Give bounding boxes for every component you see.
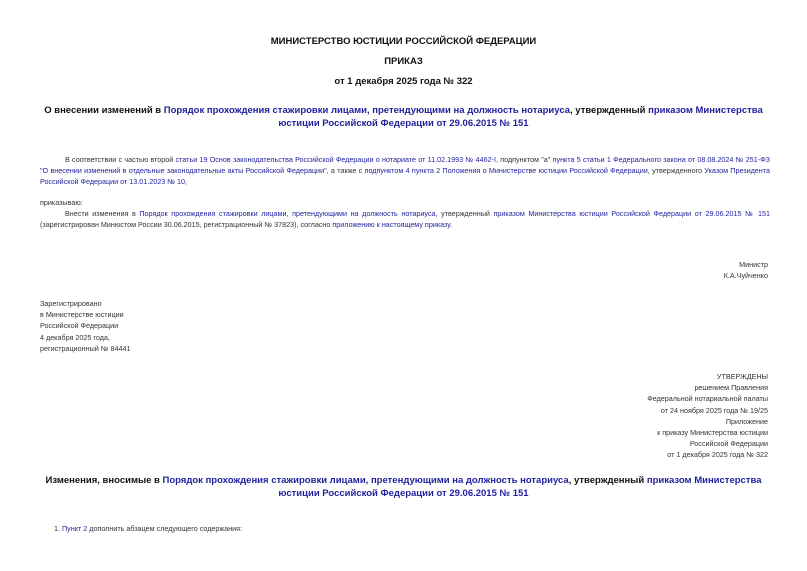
approval-line: Федеральной нотариальной палаты <box>647 394 768 404</box>
approval-line: от 1 декабря 2025 года № 322 <box>667 450 768 460</box>
item-text: дополнить абзацем следующего содержания: <box>87 524 243 533</box>
order-text: , утвержденный <box>435 209 494 218</box>
signature-block <box>500 259 768 281</box>
changes-title-link-order[interactable]: приказом Министерства юстиции Российской Федерации от 29.06.2015 № 151 <box>278 475 762 499</box>
preamble-text: , <box>184 177 187 187</box>
link-ministry-regulation[interactable]: подпунктом 4 пункта 2 Положения о Министерстве юстиции Российской Федерации <box>364 166 648 176</box>
registration-line: Российской Федерации <box>40 321 119 331</box>
title-middle: , утвержденный <box>570 105 649 116</box>
approval-line: к приказу Министерства юстиции <box>657 428 768 438</box>
title-prefix: О внесении изменений в <box>44 105 164 116</box>
approval-line: Российской Федерации <box>689 439 768 449</box>
link-federal-law[interactable]: пункта 5 статьи 1 Федерального закона от 08.08.2024 № 251-ФЗ "О внесении изменений в отдельные законодательные акты Российской Федерации" <box>40 155 770 176</box>
preamble-text: , а также с <box>326 166 365 176</box>
link-presidential-decree[interactable]: Указом Президента Российской Федерации от 13.01.2023 № 10 <box>40 166 770 187</box>
order-text: Внести изменения в <box>65 209 140 218</box>
doc-date-number: от 1 декабря 2025 года № 322 <box>334 76 473 87</box>
approval-line: от 24 ноября 2025 года № 19/25 <box>660 405 768 415</box>
order-text: (зарегистрирован Минюстом России 30.06.2015, регистрационный № 37823), согласно <box>40 220 333 230</box>
document-title <box>40 104 767 130</box>
approval-line: Приложение <box>725 416 768 426</box>
preamble-text: В соответствии с частью второй <box>65 155 176 164</box>
registration-block <box>40 298 240 354</box>
link-appendix[interactable]: приложению к настоящему приказу <box>332 220 451 230</box>
link-point-2[interactable]: Пункт 2 <box>62 524 88 533</box>
preamble-text: , подпунктом "а" <box>495 155 553 164</box>
order-paragraph <box>40 208 770 230</box>
link-procedure[interactable]: Порядок прохождения стажировки лицами, претендующими на должность нотариуса <box>139 209 436 218</box>
link-order-151[interactable]: приказом Министерства юстиции Российской Федерации от 29.06.2015 № 151 <box>493 209 771 218</box>
approval-line: УТВЕРЖДЕНЫ <box>716 372 768 381</box>
ministry-heading: МИНИСТЕРСТВО ЮСТИЦИИ РОССИЙСКОЙ ФЕДЕРАЦИИ <box>270 36 537 47</box>
title-link-order[interactable]: приказом Министерства юстиции Российской Федерации от 29.06.2015 № 151 <box>278 105 763 129</box>
preamble-paragraph <box>40 154 770 188</box>
signature-position: Министр <box>739 260 768 269</box>
order-text: . <box>450 220 453 230</box>
preamble-text: , утвержденного <box>647 166 705 176</box>
changes-title <box>40 474 767 500</box>
approval-block <box>500 371 768 461</box>
title-link-procedure[interactable]: Порядок прохождения стажировки лицами, претендующими на должность нотариуса <box>163 105 571 116</box>
item-number: 1. <box>54 524 62 533</box>
registration-line: регистрационный № 84441 <box>40 343 131 353</box>
approval-line: решением Правления <box>694 383 768 393</box>
order-word: приказываю: <box>40 198 83 207</box>
registration-line: 4 декабря 2025 года, <box>40 332 110 342</box>
changes-title-middle: , утвержденный <box>568 475 647 486</box>
registration-line: в Министерстве юстиции <box>40 310 124 320</box>
doc-type-heading: ПРИКАЗ <box>384 56 423 67</box>
changes-title-link-procedure[interactable]: Порядок прохождения стажировки лицами, претендующими на должность нотариуса <box>162 475 569 486</box>
item-1 <box>54 523 754 534</box>
link-notary-law[interactable]: статьи 19 Основ законодательства Российской Федерации о нотариате от 11.02.1993 № 4462-I <box>175 155 496 164</box>
changes-title-prefix: Изменения, вносимые в <box>45 475 163 486</box>
registration-line: Зарегистрировано <box>40 299 102 308</box>
signature-name: К.А.Чуйченко <box>723 271 768 281</box>
